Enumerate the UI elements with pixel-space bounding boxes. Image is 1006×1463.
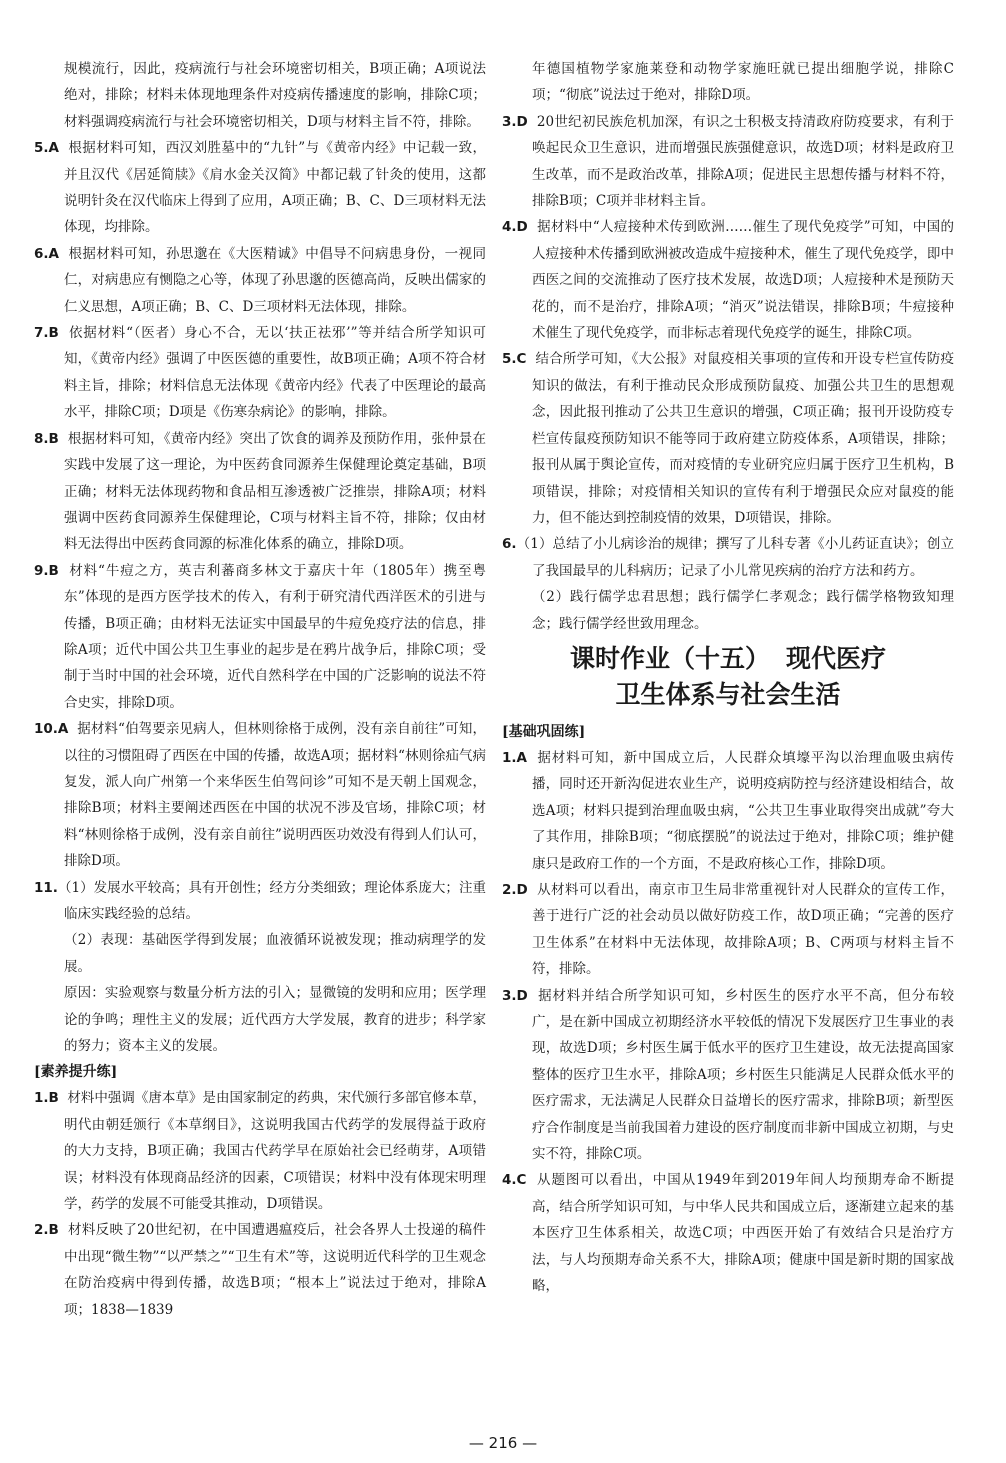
heading-part: 卫生体系与社会生活 [615, 679, 841, 709]
answer-text: （1）总结了小儿病诊治的规律；撰写了儿科专著《小儿药证直诀》；创立了我国最早的儿科病历；记录了小儿常见疾病的治疗方法和药方。 [516, 536, 954, 579]
answer-number: 3.D [502, 987, 528, 1004]
answer-text: 结合所学可知，《大公报》对鼠疫相关事项的宣传和开设专栏宣传防疫知识的做法，有利于推动民众形成预防鼠疫、加强公共卫生的思想观念，因此报刊推动了公共卫生意识的增强，C项正确；报刊开设防疫专栏宣传鼠疫预防知识不能等同于政府建立防疫体系，A项错误，排除；报刊从属于舆论宣传，而对疫情的专业研究应归属于医疗卫生机构，B项错误，排除；对疫情相关知识的宣传有利于增强民众应对鼠疫的能力，但不能达到控制疫情的效果，D项错误，排除。 [532, 351, 955, 526]
answer-text: （2）表现：基础医学得到发展；血液循环说被发现；推动病理学的发展。 [64, 932, 486, 975]
answer-text: 根据材料可知，西汉刘胜墓中的“九针”与《黄帝内经》中记载一致，并且汉代《居延简牍》《肩水金关汉简》中都记载了针灸的使用，这都说明针灸在汉代临床上得到了应用，A项正确；B、C、D三项材料无法体现，均排除。 [64, 140, 486, 236]
answer-text: 材料中强调《唐本草》是由国家制定的药典，宋代颁行多部官修本草，明代由朝廷颁行《本草纲目》，这说明我国古代药学的发展得益于政府的大力支持，B项正确；我国古代药学早在原始社会已经萌芽，A项错误；材料没有体现商品经济的因素，C项错误；材料中没有体现宋明理学，药学的发展不可能受其推动，D项错误。 [64, 1090, 486, 1213]
answer-number: 6.A [34, 245, 59, 262]
answer-b6 [502, 531, 954, 637]
answer-c2 [502, 877, 954, 983]
answer-text: 根据材料可知，孙思邈在《大医精诚》中倡导不问病患身份，一视同仁，对病患应有恻隐之心等，体现了孙思邈的医德高尚，反映出儒家的仁义思想，A项正确；B、C、D三项材料无法体现，排除。 [64, 245, 486, 315]
answer-b5 [502, 346, 954, 531]
answer-9 [34, 558, 486, 716]
answer-number: 5.C [502, 351, 527, 368]
right-column [502, 56, 954, 1299]
answer-7 [34, 320, 486, 426]
answer-b2 [34, 1217, 486, 1323]
answer-number: 6. [502, 536, 517, 553]
answer-number: 1.B [34, 1090, 59, 1107]
answer-text: （1）发展水平较高；具有开创性；经方分类细致；理论体系庞大；注重临床实践经验的总结。 [57, 879, 486, 922]
answer-c4 [502, 1167, 954, 1299]
answer-c1 [502, 745, 954, 877]
answer-number: 4.D [502, 219, 528, 236]
answer-b3 [502, 109, 954, 215]
answer-number: 1.A [502, 749, 527, 766]
answer-text: 据材料可知，新中国成立后，人民群众填壕平沟以治理血吸虫病传播，同时还开新沟促进农业生产，说明疫病防控与经济建设相结合，故选A项；材料只提到治理血吸虫病，“公共卫生事业取得突出成就”夸大了其作用，排除B项；“彻底摆脱”的说法过于绝对，排除C项；维护健康只是政府工作的一个方面，不是政府核心工作，排除D项。 [532, 749, 955, 872]
continued-answer: 年德国植物学家施莱登和动物学家施旺就已提出细胞学说，排除C项；“彻底”说法过于绝对，排除D项。 [532, 61, 954, 104]
answer-text: 据材料中“人痘接种术传到欧洲……催生了现代免疫学”可知，中国的人痘接种术传播到欧洲被改造成牛痘接种术，催生了现代免疫学，即中西医之间的交流推动了医疗技术发展，故选D项；人痘接种术是预防天花的，而不是治疗，排除A项；“消灭”说法错误，排除B项；牛痘接种术催生了现代免疫学，而非标志着现代免疫学的诞生，排除C项。 [532, 219, 954, 342]
answer-number: 8.B [34, 430, 59, 447]
answer-number: 2.B [34, 1222, 59, 1239]
continued-answer: 规模流行，因此，疫病流行与社会环境密切相关，B项正确；A项说法绝对，排除；材料未体现地理条件对疫病传播速度的影响，排除C项；材料强调疫病流行与社会环境密切相关，D项与材料主旨不符，排除。 [64, 61, 486, 130]
page-number: — 216 — [468, 1434, 538, 1452]
answer-5 [34, 135, 486, 241]
answer-10 [34, 716, 486, 874]
answer-text: 据材料并结合所学知识可知，乡村医生的医疗水平不高，但分布较广，是在新中国成立初期经济水平较低的情况下发展医疗卫生事业的表现，故选D项；乡村医生属于低水平的医疗卫生建设，故无法提高国家整体的医疗卫生水平，排除A项；乡村医生只能满足人民群众低水平的医疗需求，无法满足人民群众日益增长的医疗需求，排除B项；新型医疗合作制度是当前我国着力建设的医疗制度而非新中国成立初期，与史实不符，排除C项。 [532, 987, 954, 1163]
answer-text: 据材料“伯驾要亲见病人，但林则徐格于成例，没有亲自前往”可知，以往的习惯阻碍了西医在中国的传播，故选A项；据材料“林则徐疝气病复发，派人向广州第一个来华医生伯驾问诊”可知不是天朝上国观念，排除B项；材料主要阐述西医在中国的状况不涉及官场，排除C项；材料“林则徐格于成例，没有亲自前往”说明西医功效没有得到人们认可，排除D项。 [64, 721, 486, 870]
answer-text: 材料反映了20世纪初，在中国遭遇瘟疫后，社会各界人士投递的稿件中出现“微生物”“以严禁之”“卫生有术”等，这说明近代科学的卫生观念在防治疫病中得到传播，故选B项；“根本上”说法过于绝对，排除A项；1838—1839 [64, 1222, 486, 1318]
heading-part: 现代医疗 [786, 643, 887, 673]
section-label-basic: [基础巩固练] [502, 723, 586, 740]
answer-number: 5.A [34, 140, 59, 157]
answer-number: 7.B [34, 325, 59, 342]
answer-b4 [502, 214, 954, 346]
answer-text: 从题图可以看出，中国从1949年到2019年间人均预期寿命不断提高，结合所学知识可知，与中华人民共和国成立后，逐渐建立起来的基本医疗卫生体系相关，故选C项；中西医开始了有效结合只是治疗方法，与人均预期寿命关系不大，排除A项；健康中国是新时期的国家战略， [532, 1172, 954, 1295]
answer-11 [34, 875, 486, 1060]
answer-c3 [502, 983, 954, 1168]
left-column [34, 56, 486, 1323]
answer-text: 材料“牛痘之方，英吉利蕃商多林文于嘉庆十年（1805年）携至粤东”体现的是西方医学技术的传入，有利于研究清代西洋医术的引进与传播，B项正确；由材料无法证实中国最早的牛痘免疫疗法的信息，排除A项；近代中国公共卫生事业的起步是在鸦片战争后，排除C项；受制于当时中国的社会环境，近代自然科学在中国的广泛影响的说法不符合史实，排除D项。 [64, 562, 486, 711]
answer-text: 原因：实验观察与数量分析方法的引入；显微镜的发明和应用；医学理论的争鸣；理性主义的发展；近代西方大学发展，教育的进步；科学家的努力；资本主义的发展。 [64, 985, 486, 1055]
answer-number: 2.D [502, 881, 528, 898]
answer-number: 4.C [502, 1172, 527, 1189]
answer-text: 20世纪初民族危机加深，有识之士积极支持清政府防疫要求，有利于唤起民众卫生意识，进而增强民族强健意识，故选D项；材料是政府卫生改革，而不是政治改革，排除A项；促进民主思想传播与材料不符，排除B项；C项并非材料主旨。 [532, 113, 954, 210]
heading-part: 课时作业（十五） [569, 643, 770, 673]
lesson-heading [502, 641, 954, 713]
answer-text: 从材料可以看出，南京市卫生局非常重视针对人民群众的宣传工作，善于进行广泛的社会动员以做好防疫工作，故D项正确；“完善的医疗卫生体系”在材料中无法体现，故排除A项；B、C两项与材料主旨不符，排除。 [532, 881, 954, 978]
answer-number: 10.A [34, 721, 69, 738]
answer-text: 依据材料“（医者）身心不合，无以‘扶正祛邪’”等并结合所学知识可知，《黄帝内经》强调了中医医德的重要性，故B项正确；A项不符合材料主旨，排除；材料信息无法体现《黄帝内经》代表了中医理论的最高水平，排除C项；D项是《伤寒杂病论》的影响，排除。 [64, 325, 486, 421]
answer-number: 3.D [502, 113, 528, 130]
answer-text: （2）践行儒学忠君思想；践行儒学仁孝观念；践行儒学格物致知理念；践行儒学经世致用理念。 [532, 589, 954, 632]
answer-number: 11. [34, 879, 58, 896]
answer-8 [34, 426, 486, 558]
section-label-improve: [素养提升练] [34, 1064, 118, 1081]
answer-6 [34, 241, 486, 320]
answer-text: 根据材料可知，《黄帝内经》突出了饮食的调养及预防作用，张仲景在实践中发展了这一理论，为中医药食同源养生保健理论奠定基础，B项正确；材料无法体现药物和食品相互渗透被广泛推崇，排除A项；材料强调中医药食同源养生保健理论，C项与材料主旨不符，排除；仅由材料无法得出中医药食同源的标准化体系的确立，排除D项。 [64, 430, 486, 553]
answer-number: 9.B [34, 562, 59, 579]
answer-b1 [34, 1085, 486, 1217]
